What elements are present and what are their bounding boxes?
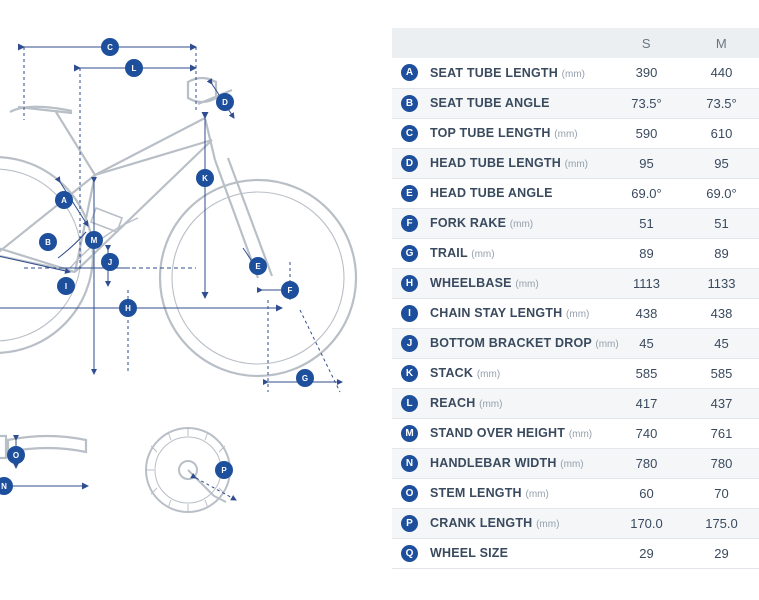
row-unit: (mm) bbox=[479, 399, 503, 410]
row-badge: C bbox=[401, 125, 418, 142]
row-value-s: 1113 bbox=[609, 268, 684, 298]
callout-F bbox=[281, 281, 299, 299]
callout-D bbox=[216, 93, 234, 111]
row-unit: (mm) bbox=[595, 339, 619, 350]
row-value-m: 437 bbox=[684, 388, 759, 418]
row-badge: P bbox=[401, 515, 418, 532]
row-unit: (mm) bbox=[568, 429, 593, 440]
svg-text:F: F bbox=[287, 286, 293, 295]
header-size-s: S bbox=[609, 28, 684, 58]
table-row bbox=[392, 58, 759, 88]
table-row bbox=[392, 148, 759, 178]
row-badge-cell bbox=[392, 388, 422, 418]
table-row bbox=[392, 418, 759, 448]
svg-text:M: M bbox=[90, 236, 98, 245]
callout-G bbox=[296, 369, 314, 387]
table-header bbox=[392, 28, 759, 58]
callout-B bbox=[39, 233, 57, 251]
row-value-s: 590 bbox=[609, 118, 684, 148]
svg-text:K: K bbox=[202, 174, 208, 183]
row-unit: (mm) bbox=[536, 519, 560, 530]
row-badge: E bbox=[401, 185, 418, 202]
svg-text:P: P bbox=[221, 466, 227, 475]
svg-text:C: C bbox=[107, 43, 113, 52]
row-label: STACK bbox=[430, 366, 474, 380]
table-row bbox=[392, 388, 759, 418]
row-value-m: 1133 bbox=[684, 268, 759, 298]
row-value-s: 438 bbox=[609, 298, 684, 328]
row-label-cell bbox=[422, 388, 609, 418]
row-value-m: 175.0 bbox=[684, 508, 759, 538]
row-badge-cell bbox=[392, 208, 422, 238]
callout-N bbox=[0, 477, 13, 495]
row-label: CHAIN STAY LENGTH bbox=[430, 306, 563, 320]
row-badge-cell bbox=[392, 88, 422, 118]
row-value-m: 761 bbox=[684, 418, 759, 448]
row-badge: Q bbox=[401, 545, 418, 562]
row-label-cell bbox=[422, 118, 609, 148]
row-value-m: 585 bbox=[684, 358, 759, 388]
row-badge-cell bbox=[392, 148, 422, 178]
svg-text:L: L bbox=[131, 64, 137, 73]
row-value-m: 73.5° bbox=[684, 88, 759, 118]
row-value-s: 89 bbox=[609, 238, 684, 268]
row-value-m: 440 bbox=[684, 58, 759, 88]
row-badge: F bbox=[401, 215, 418, 232]
row-label-cell bbox=[422, 268, 609, 298]
row-unit: (mm) bbox=[554, 129, 578, 140]
row-label: STEM LENGTH bbox=[430, 486, 522, 500]
svg-text:I: I bbox=[64, 282, 68, 291]
row-label: SEAT TUBE ANGLE bbox=[430, 96, 550, 110]
callout-P bbox=[215, 461, 233, 479]
row-badge: M bbox=[401, 425, 418, 442]
spec-table bbox=[392, 28, 759, 569]
row-badge: A bbox=[401, 64, 418, 81]
svg-text:B: B bbox=[45, 238, 51, 247]
row-value-s: 740 bbox=[609, 418, 684, 448]
row-label-cell bbox=[422, 448, 609, 478]
row-label-cell bbox=[422, 178, 609, 208]
callout-L bbox=[125, 59, 143, 77]
callout-A bbox=[55, 191, 73, 209]
row-label-cell bbox=[422, 298, 609, 328]
row-badge-cell bbox=[392, 328, 422, 358]
row-badge: J bbox=[401, 335, 418, 352]
callout-C bbox=[101, 38, 119, 56]
row-unit: (mm) bbox=[564, 159, 588, 170]
row-value-s: 45 bbox=[609, 328, 684, 358]
row-badge-cell bbox=[392, 538, 422, 568]
row-badge-cell bbox=[392, 118, 422, 148]
row-badge-cell bbox=[392, 418, 422, 448]
row-label-cell bbox=[422, 508, 609, 538]
table-row bbox=[392, 238, 759, 268]
row-label: STAND OVER HEIGHT bbox=[430, 426, 566, 440]
row-value-m: 89 bbox=[684, 238, 759, 268]
row-badge-cell bbox=[392, 178, 422, 208]
row-label: HANDLEBAR WIDTH bbox=[430, 456, 557, 470]
row-value-m: 780 bbox=[684, 448, 759, 478]
row-badge: L bbox=[401, 395, 418, 412]
row-badge: D bbox=[401, 155, 418, 172]
bike-frame-outline bbox=[0, 78, 356, 376]
row-badge-cell bbox=[392, 238, 422, 268]
row-value-s: 390 bbox=[609, 58, 684, 88]
callout-H bbox=[119, 299, 137, 317]
row-value-s: 69.0° bbox=[609, 178, 684, 208]
callout-O bbox=[7, 446, 25, 464]
callout-J bbox=[101, 253, 119, 271]
table-row bbox=[392, 358, 759, 388]
table-body bbox=[392, 58, 759, 568]
row-label: TRAIL bbox=[430, 246, 468, 260]
row-value-m: 69.0° bbox=[684, 178, 759, 208]
table-row bbox=[392, 328, 759, 358]
row-badge: B bbox=[401, 95, 418, 112]
row-label-cell bbox=[422, 478, 609, 508]
row-badge: G bbox=[401, 245, 418, 262]
row-label-cell bbox=[422, 418, 609, 448]
row-badge-cell bbox=[392, 268, 422, 298]
row-label-cell bbox=[422, 208, 609, 238]
row-badge: I bbox=[401, 305, 418, 322]
row-badge: N bbox=[401, 455, 418, 472]
row-value-s: 73.5° bbox=[609, 88, 684, 118]
row-badge: K bbox=[401, 365, 418, 382]
row-badge: H bbox=[401, 275, 418, 292]
svg-text:D: D bbox=[222, 98, 228, 107]
row-badge-cell bbox=[392, 298, 422, 328]
row-value-s: 51 bbox=[609, 208, 684, 238]
row-label: WHEEL SIZE bbox=[430, 546, 509, 560]
svg-text:A: A bbox=[61, 196, 67, 205]
row-label: CRANK LENGTH bbox=[430, 516, 533, 530]
table-row bbox=[392, 118, 759, 148]
row-value-s: 585 bbox=[609, 358, 684, 388]
table-row bbox=[392, 88, 759, 118]
svg-text:J: J bbox=[107, 258, 113, 267]
row-unit: (mm) bbox=[515, 279, 539, 290]
svg-text:H: H bbox=[125, 304, 131, 313]
row-unit: (mm) bbox=[509, 219, 534, 230]
row-value-s: 95 bbox=[609, 148, 684, 178]
svg-text:G: G bbox=[301, 374, 309, 383]
row-label-cell bbox=[422, 538, 609, 568]
row-badge: O bbox=[401, 485, 418, 502]
geometry-spec-table bbox=[392, 28, 759, 569]
svg-text:O: O bbox=[12, 451, 20, 460]
table-row bbox=[392, 268, 759, 298]
table-row bbox=[392, 478, 759, 508]
row-label-cell bbox=[422, 238, 609, 268]
row-value-m: 45 bbox=[684, 328, 759, 358]
row-badge-cell bbox=[392, 478, 422, 508]
callout-I bbox=[57, 277, 75, 295]
row-unit: (mm) bbox=[525, 489, 549, 500]
row-badge-cell bbox=[392, 358, 422, 388]
row-unit: (mm) bbox=[561, 68, 585, 80]
callout-E bbox=[249, 257, 267, 275]
header-blank-badge bbox=[392, 28, 422, 58]
row-unit: (mm) bbox=[476, 369, 501, 380]
row-label: TOP TUBE LENGTH bbox=[430, 126, 551, 140]
table-row bbox=[392, 178, 759, 208]
row-value-s: 780 bbox=[609, 448, 684, 478]
row-label: FORK RAKE bbox=[430, 216, 507, 230]
callout-K bbox=[196, 169, 214, 187]
row-label-cell bbox=[422, 358, 609, 388]
row-label: BOTTOM BRACKET DROP bbox=[430, 336, 592, 350]
row-label-cell bbox=[422, 58, 609, 88]
row-label: WHEELBASE bbox=[430, 276, 512, 290]
row-label: HEAD TUBE ANGLE bbox=[430, 186, 553, 200]
row-value-m: 95 bbox=[684, 148, 759, 178]
row-value-s: 170.0 bbox=[609, 508, 684, 538]
table-row bbox=[392, 538, 759, 568]
row-label-cell bbox=[422, 148, 609, 178]
row-value-s: 417 bbox=[609, 388, 684, 418]
row-badge-cell bbox=[392, 508, 422, 538]
row-value-s: 29 bbox=[609, 538, 684, 568]
row-value-s: 60 bbox=[609, 478, 684, 508]
table-row bbox=[392, 208, 759, 238]
row-label: HEAD TUBE LENGTH bbox=[430, 156, 561, 170]
row-unit: (mm) bbox=[471, 249, 495, 260]
svg-text:E: E bbox=[255, 262, 261, 271]
header-blank-label bbox=[422, 28, 609, 58]
callout-M bbox=[85, 231, 103, 249]
row-value-m: 29 bbox=[684, 538, 759, 568]
row-badge-cell bbox=[392, 448, 422, 478]
table-row bbox=[392, 448, 759, 478]
svg-text:N: N bbox=[1, 482, 7, 491]
row-label: REACH bbox=[430, 396, 476, 410]
row-value-m: 70 bbox=[684, 478, 759, 508]
row-value-m: 610 bbox=[684, 118, 759, 148]
row-label: SEAT TUBE LENGTH bbox=[430, 65, 558, 80]
row-label-cell bbox=[422, 88, 609, 118]
row-unit: (mm) bbox=[560, 459, 584, 470]
row-unit: (mm) bbox=[566, 309, 590, 320]
row-value-m: 51 bbox=[684, 208, 759, 238]
row-badge-cell bbox=[392, 58, 422, 88]
table-row bbox=[392, 508, 759, 538]
header-size-m: M bbox=[684, 28, 759, 58]
row-label-cell bbox=[422, 328, 619, 358]
row-value-m: 438 bbox=[684, 298, 759, 328]
table-row bbox=[392, 298, 759, 328]
